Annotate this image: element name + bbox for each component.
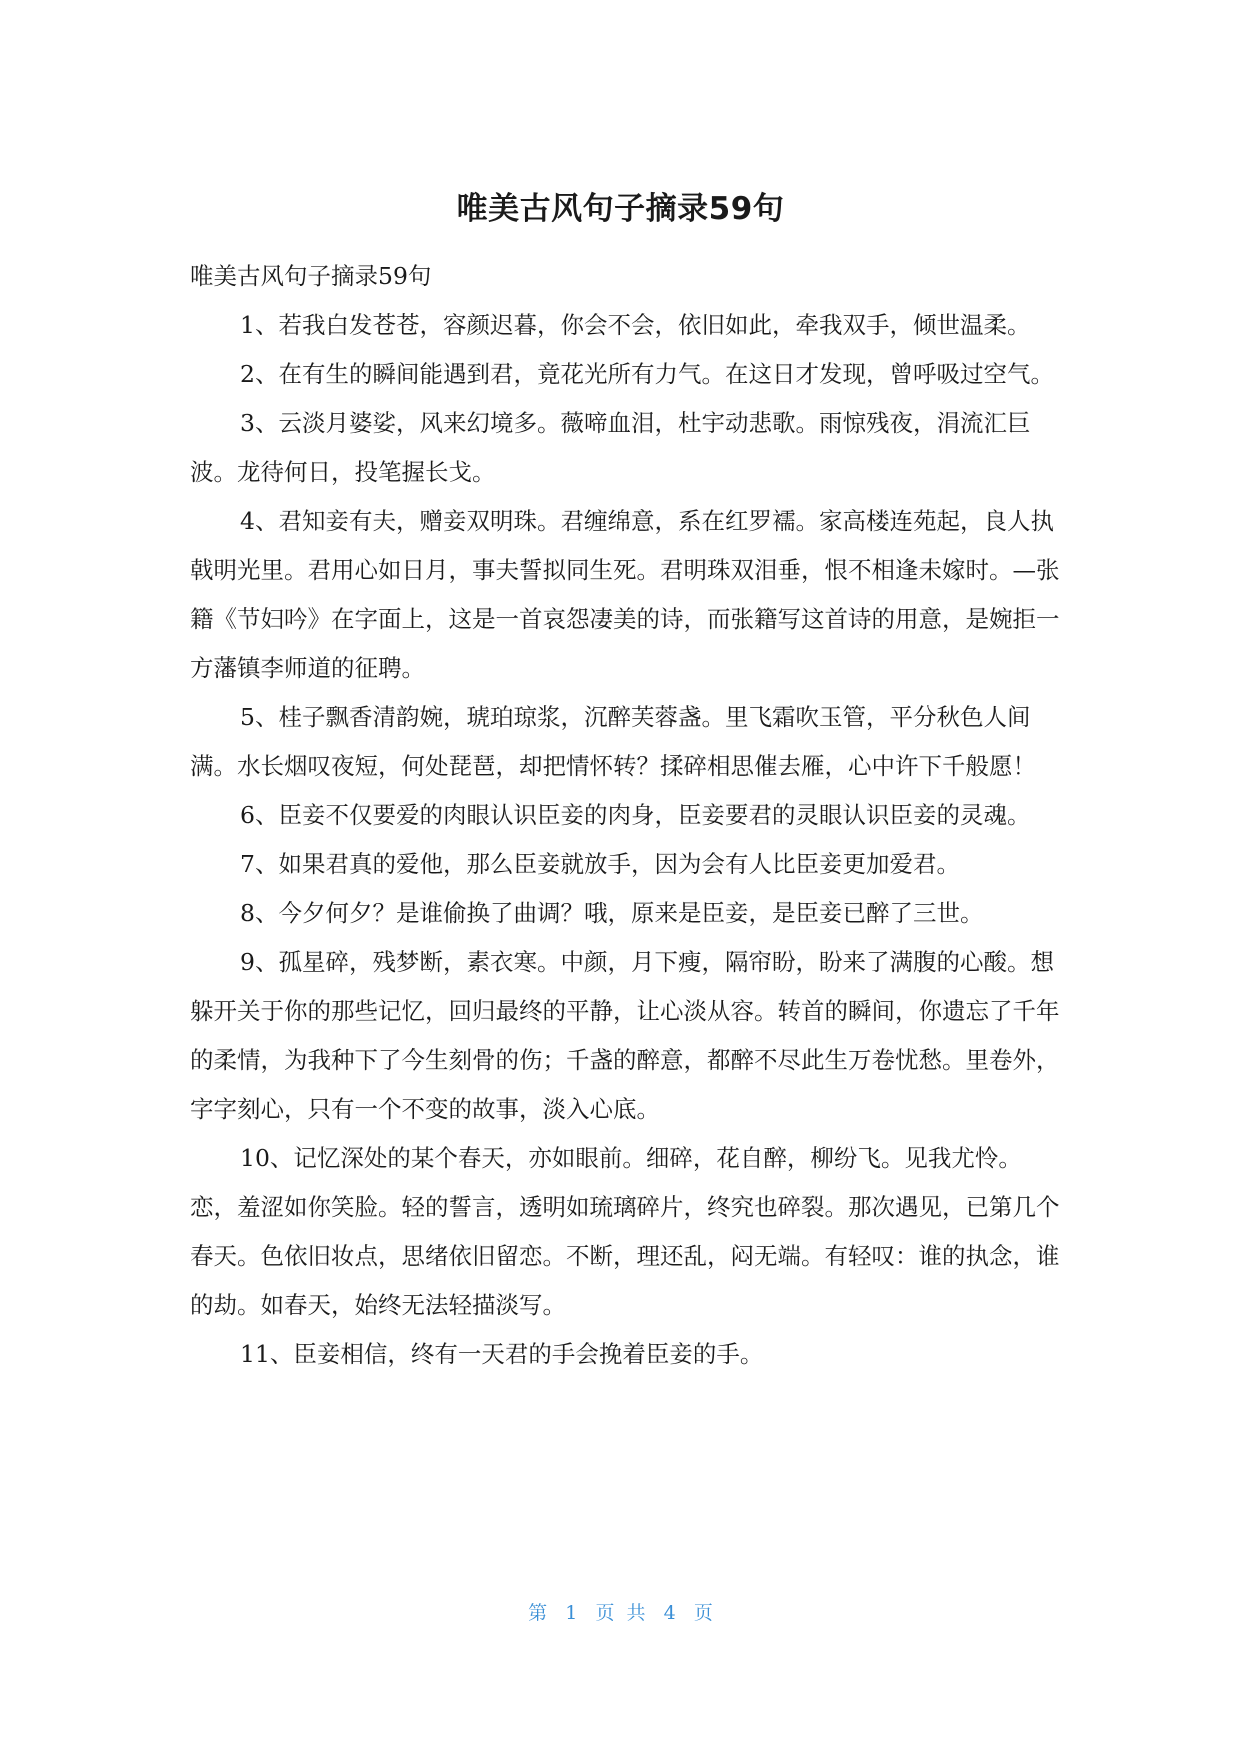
total-pages-number: 4 xyxy=(663,1602,676,1624)
paragraph: 8、今夕何夕？是谁偷换了曲调？哦，原来是臣妾，是臣妾已醉了三世。 xyxy=(240,899,984,927)
paragraph: 6、臣妾不仅要爱的肉眼认识臣妾的肉身，臣妾要君的灵眼认识臣妾的灵魂。 xyxy=(240,801,1031,829)
paragraph: 7、如果君真的爱他，那么臣妾就放手，因为会有人比臣妾更加爱君。 xyxy=(240,850,960,878)
current-page-number: 1 xyxy=(565,1602,578,1624)
paragraph: 5、桂子飘香清韵婉，琥珀琼浆，沉醉芙蓉盏。里飞霜吹玉管，平分秋色人间满。水长烟叹夜短，何处琵琶，却把情怀转？揉碎相思催去雁，心中许下千般愿！ xyxy=(190,703,1036,780)
page-footer xyxy=(0,1599,1241,1627)
paragraph: 2、在有生的瞬间能遇到君，竟花光所有力气。在这日才发现，曾呼吸过空气。 xyxy=(240,360,1054,388)
paragraph: 3、云淡月婆娑，风来幻境多。薇啼血泪，杜宇动悲歌。雨惊残夜，涓流汇巨波。龙待何日，投笔握长戈。 xyxy=(190,409,1031,486)
document-subtitle: 唯美古风句子摘录59句 xyxy=(190,262,432,290)
document-title: 唯美古风句子摘录59句 xyxy=(456,191,785,227)
document-body xyxy=(190,252,1060,1379)
paragraph: 4、君知妾有夫，赠妾双明珠。君缠绵意，系在红罗襦。家高楼连苑起，良人执戟明光里。君用心如日月，事夫誓拟同生死。君明珠双泪垂，恨不相逢未嫁时。—张籍《节妇吟》在字面上，这是一首哀怨凄美的诗，而张籍写这首诗的用意，是婉拒一方藩镇李师道的征聘。 xyxy=(190,507,1060,682)
footer-middle: 页 共 xyxy=(595,1602,646,1624)
paragraph: 11、臣妾相信，终有一天君的手会挽着臣妾的手。 xyxy=(240,1340,764,1368)
paragraph: 1、若我白发苍苍，容颜迟暮，你会不会，依旧如此，牵我双手，倾世温柔。 xyxy=(240,311,1031,339)
paragraph: 10、记忆深处的某个春天，亦如眼前。细碎，花自醉，柳纷飞。见我尤怜。恋，羞涩如你笑脸。轻的誓言，透明如琉璃碎片，终究也碎裂。那次遇见，已第几个春天。色依旧妆点，思绪依旧留恋。不断，理还乱，闷无端。有轻叹：谁的执念，谁的劫。如春天，始终无法轻描淡写。 xyxy=(190,1144,1060,1319)
footer-prefix: 第 xyxy=(528,1602,548,1624)
paragraph: 9、孤星碎，残梦断，素衣寒。中颜，月下瘦，隔帘盼，盼来了满腹的心酸。想躲开关于你的那些记忆，回归最终的平静，让心淡从容。转首的瞬间，你遗忘了千年的柔情，为我种下了今生刻骨的伤；千盏的醉意，都醉不尽此生万卷忧愁。里卷外，字字刻心，只有一个不变的故事，淡入心底。 xyxy=(190,948,1060,1123)
footer-suffix: 页 xyxy=(693,1602,713,1624)
